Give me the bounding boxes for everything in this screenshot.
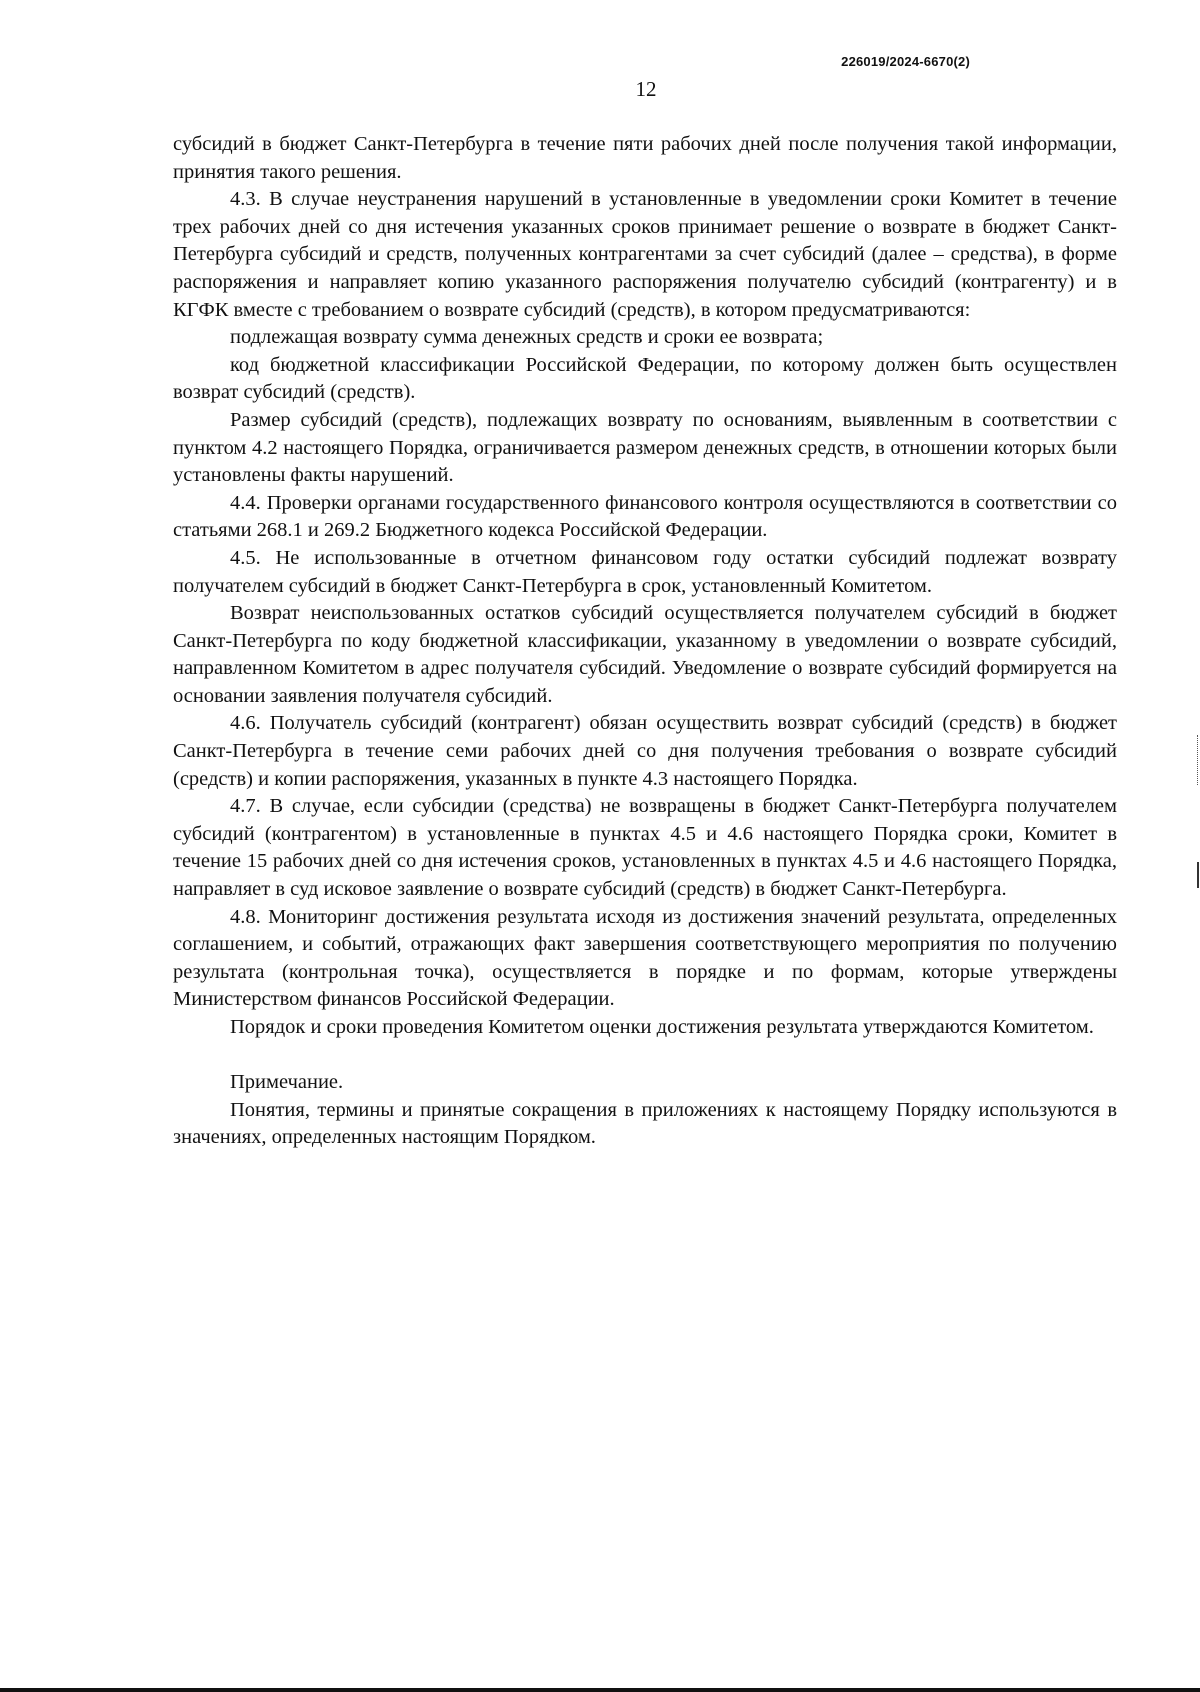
paragraph-4-8-evaluation: Порядок и сроки проведения Комитетом оценки достижения результата утверждаются Комитетом. xyxy=(230,1016,1094,1038)
paragraph-4-3-item-code: код бюджетной классификации Российской Федерации, по которому должен быть осуществлен возврат субсидий (средств). xyxy=(173,353,1117,404)
paragraph-4-4: 4.4. Проверки органами государственного финансового контроля осуществляются в соответствии со статьями 268.1 и 269.2 Бюджетного кодекса Российской Федерации. xyxy=(173,491,1117,542)
paragraph-4-3: 4.3. В случае неустранения нарушений в установленные в уведомлении сроки Комитет в течение трех рабочих дней со дня истечения указанных сроков принимает решение о возврате в бюджет Санкт-Петербурга субсидий и средств, полученных контрагентами за счет субсидий (далее – средства), в форме распоряжения и направляет копию указанного распоряжения получателю субсидий (контрагенту) и в КГФК вместе с требованием о возврате субсидий (средств), в котором предусматриваются: xyxy=(173,188,1117,321)
document-body xyxy=(173,131,1117,1152)
paragraph-4-5: 4.5. Не использованные в отчетном финансовом году остатки субсидий подлежат возврату получателем субсидий в бюджет Санкт-Петербурга в срок, установленный Комитетом. xyxy=(173,546,1117,597)
page-number: 12 xyxy=(635,77,657,101)
paragraph-4-8: 4.8. Мониторинг достижения результата исходя из достижения значений результата, определенных соглашением, и событий, отражающих факт завершения соответствующего мероприятия по получению результата (контрольная точка), осуществляется в порядке и по формам, которые утверждены Министерством финансов Российской Федерации. xyxy=(173,905,1117,1011)
paragraph-4-3-item-amount: подлежащая возврату сумма денежных средств и сроки ее возврата; xyxy=(230,326,824,349)
document-registration-number: 226019/2024-6670(2) xyxy=(841,54,970,69)
blank-line xyxy=(173,1042,1117,1070)
paragraph-4-5-return-procedure: Возврат неиспользованных остатков субсидий осуществляется получателем субсидий в бюджет Санкт-Петербурга по коду бюджетной классификации, указанному в уведомлении о возврате субсидий, направленном Комитетом в адрес получателя субсидий. Уведомление о возврате субсидий формируется на основании заявления получателя субсидий. xyxy=(173,602,1117,707)
paragraph-4-6: 4.6. Получатель субсидий (контрагент) обязан осуществить возврат субсидий (средств) в бюджет Санкт-Петербурга в течение семи рабочих дней со дня получения требования о возврате субсидий (средств) и копии распоряжения, указанных в пункте 4.3 настоящего Порядка. xyxy=(173,712,1117,790)
paragraph-4-7: 4.7. В случае, если субсидии (средства) не возвращены в бюджет Санкт-Петербурга получателем субсидий (контрагентом) в установленные в пунктах 4.5 и 4.6 настоящего Порядка сроки, Комитет в течение 15 рабочих дней со дня истечения сроков, установленных в пунктах 4.5 и 4.6 настоящего Порядка, направляет в суд исковое заявление о возврате субсидий (средств) в бюджет Санкт-Петербурга. xyxy=(173,795,1117,901)
scan-artifact-mark xyxy=(1197,862,1199,888)
paragraph-continuation: субсидий в бюджет Санкт-Петербурга в течение пяти рабочих дней после получения такой информации, принятия такого решения. xyxy=(173,133,1117,183)
scan-bottom-edge xyxy=(0,1688,1200,1692)
scan-artifact-mark xyxy=(1197,735,1199,785)
note-title: Примечание. xyxy=(230,1071,344,1094)
paragraph-4-3-amount-limit: Размер субсидий (средств), подлежащих возврату по основаниям, выявленным в соответствии с пунктом 4.2 настоящего Порядка, ограничивается размером денежных средств, в отношении которых были установлены факты нарушений. xyxy=(173,408,1117,487)
note-text: Понятия, термины и принятые сокращения в приложениях к настоящему Порядку используются в значениях, определенных настоящим Порядком. xyxy=(173,1098,1117,1149)
